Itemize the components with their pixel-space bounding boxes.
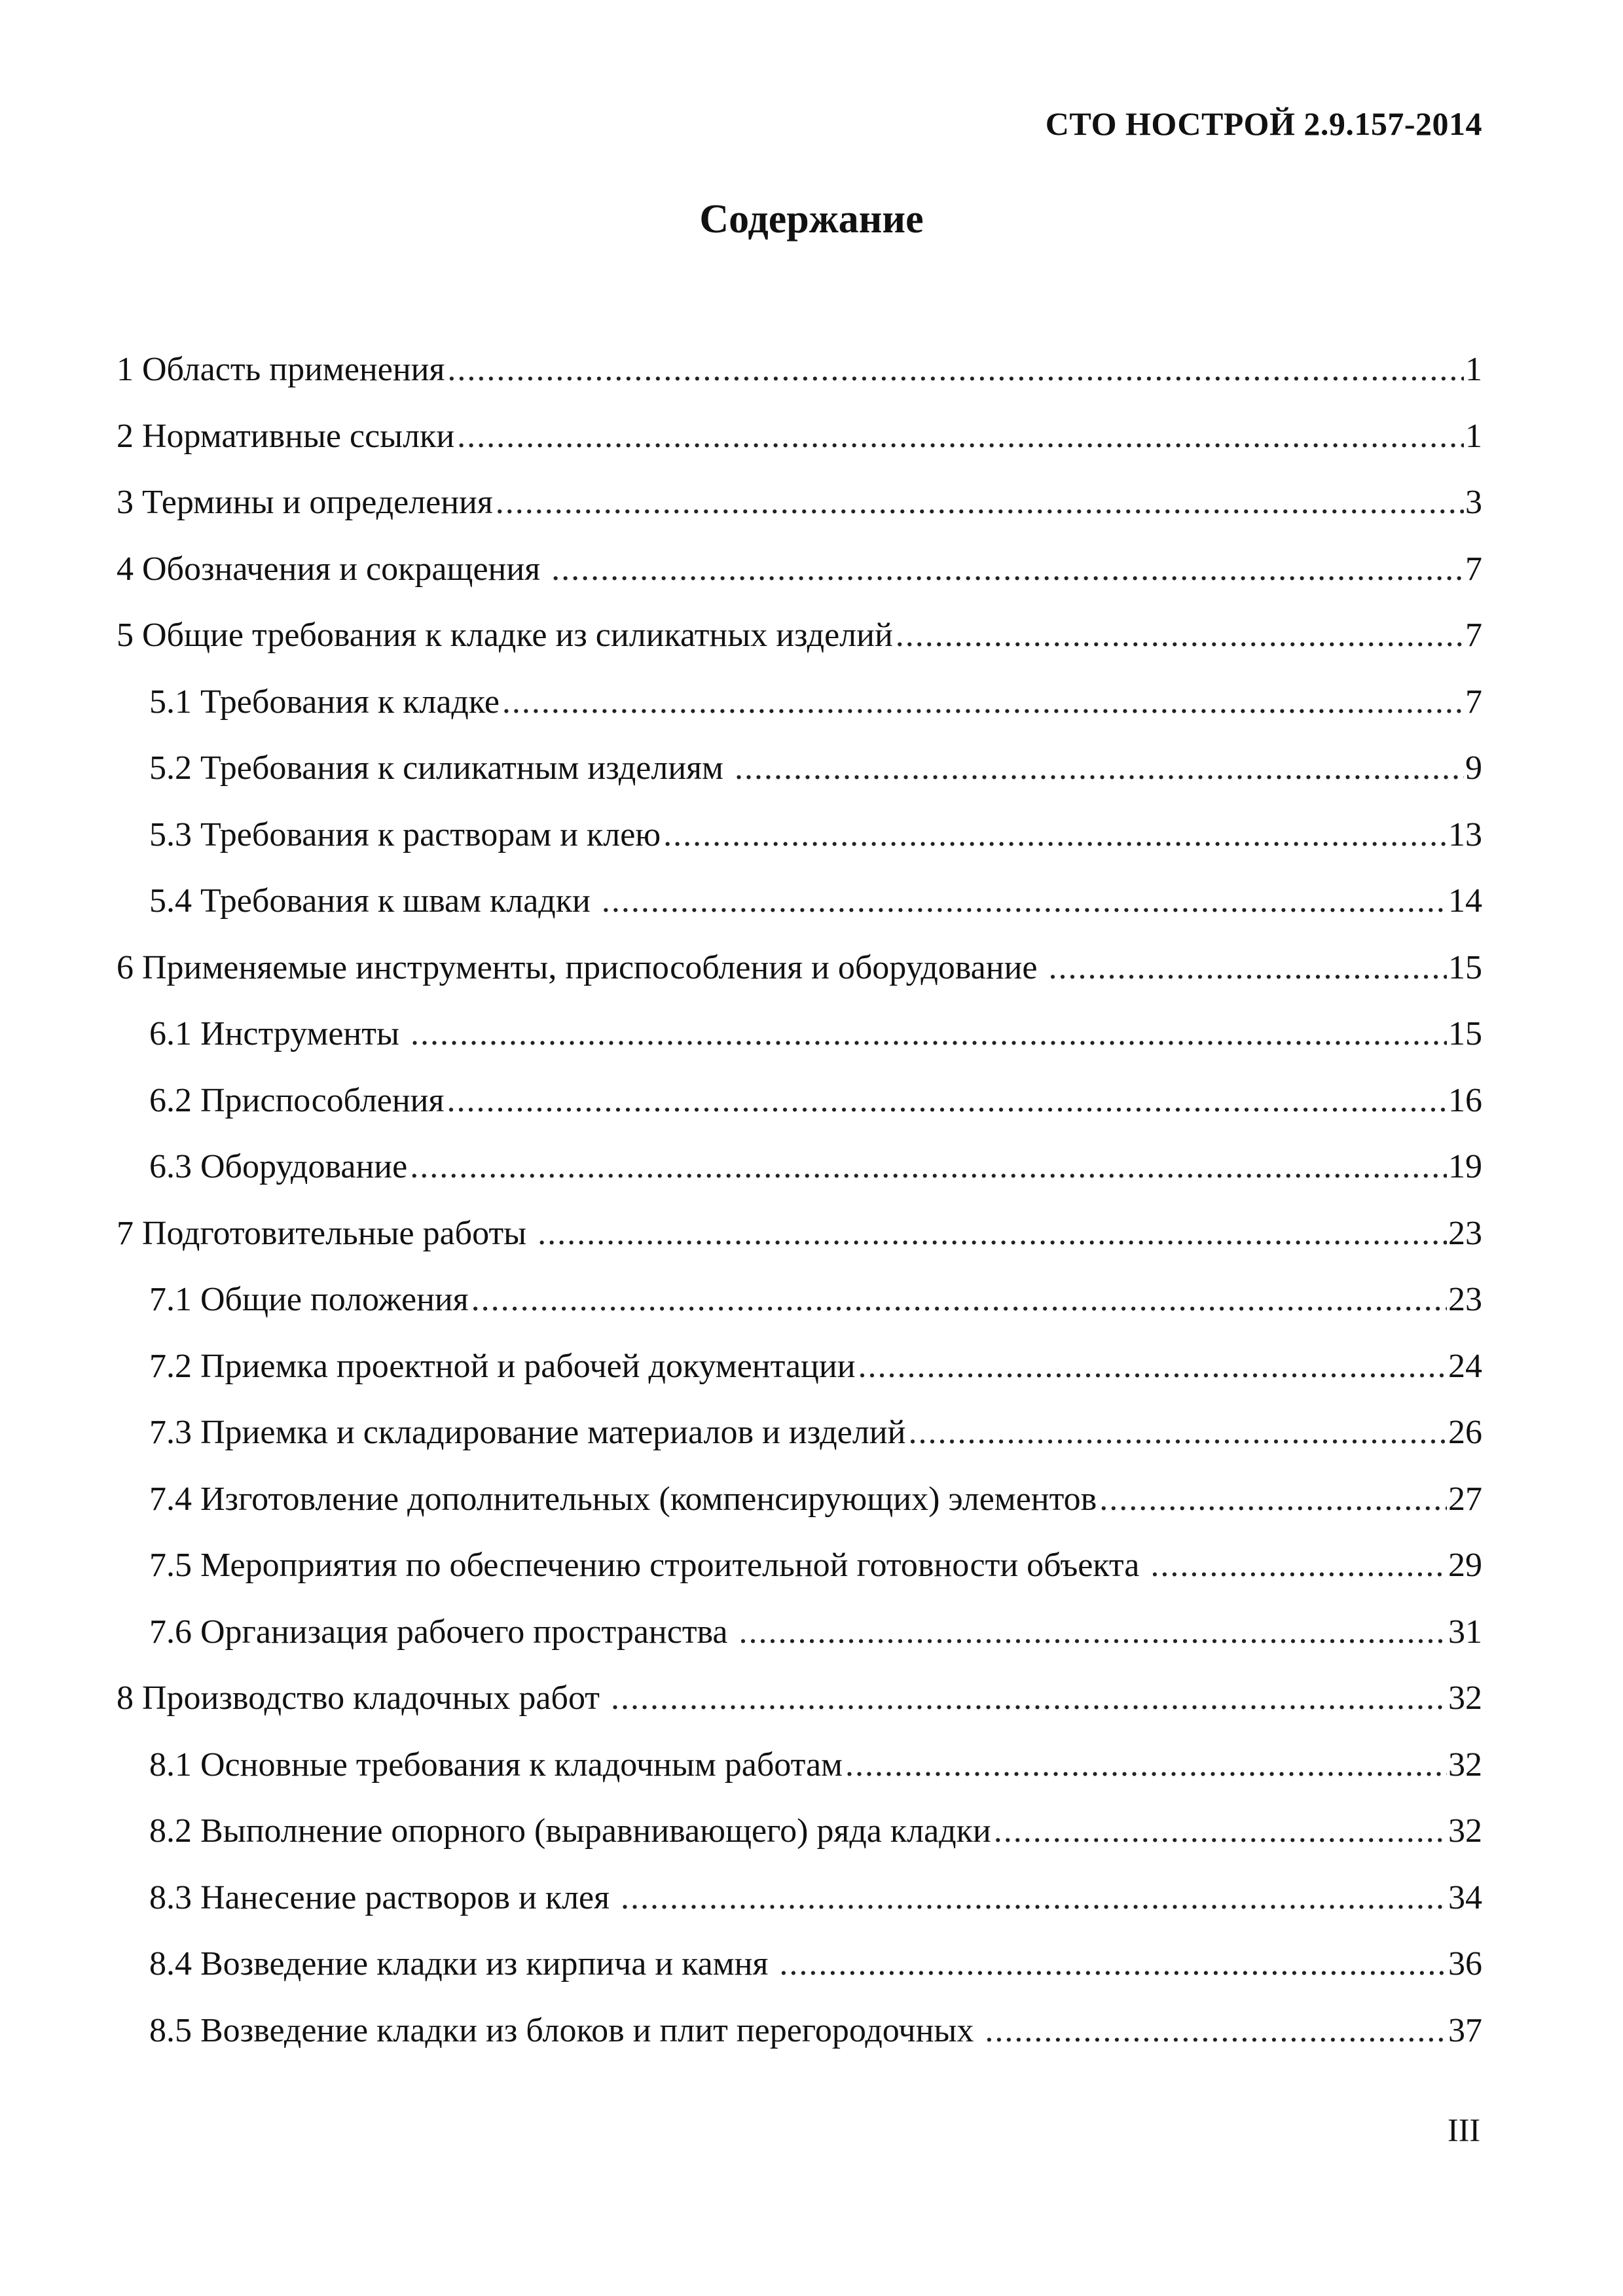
toc-entry-page: 16 (1448, 1081, 1482, 1119)
toc-entry-label: 5 Общие требования к кладке из силикатных изделий (117, 617, 893, 654)
toc-entry (117, 1147, 1482, 1214)
toc-dot-leader (447, 350, 1464, 389)
toc-entry (117, 749, 1482, 816)
toc-entry (117, 1081, 1482, 1148)
toc-title: Содержание (699, 197, 924, 242)
toc-dot-leader (410, 1014, 1447, 1053)
toc-entry-page: 27 (1448, 1480, 1482, 1518)
toc-entry-label: 7 Подготовительные работы (117, 1214, 536, 1252)
toc-dot-leader (538, 1214, 1447, 1253)
toc-entry (117, 1945, 1482, 2011)
toc-entry-page: 7 (1465, 683, 1482, 721)
toc-entry-page: 34 (1448, 1878, 1482, 1916)
toc-dot-leader (908, 1413, 1447, 1452)
toc-entry-label: 5.4 Требования к швам кладки (149, 882, 599, 920)
toc-entry-label: 7.5 Мероприятия по обеспечению строительной готовности объекта (149, 1547, 1148, 1584)
toc-dot-leader (735, 749, 1464, 787)
toc-entry (117, 1679, 1482, 1746)
toc-entry-label: 7.1 Общие положения (149, 1281, 469, 1318)
toc-entry-page: 7 (1465, 550, 1482, 588)
toc-dot-leader (410, 1147, 1447, 1186)
toc-entry-page: 26 (1448, 1414, 1482, 1451)
toc-entry-label: 3 Термины и определения (117, 484, 493, 521)
toc-entry-page: 32 (1448, 1746, 1482, 1784)
toc-entry-label: 1 Область применения (117, 351, 445, 388)
toc-entry-page: 14 (1448, 882, 1482, 920)
toc-dot-leader (496, 483, 1464, 522)
toc-dot-leader (621, 1878, 1447, 1917)
toc-entry (117, 948, 1482, 1015)
toc-entry (117, 1812, 1482, 1878)
toc-dot-leader (457, 417, 1464, 456)
toc-dot-leader (1049, 948, 1448, 987)
toc-dot-leader (858, 1347, 1447, 1386)
toc-entry-page: 13 (1448, 816, 1482, 853)
toc-entry-label: 4 Обозначения и сокращения (117, 550, 549, 588)
toc-dot-leader (985, 2011, 1447, 2050)
toc-entry-label: 8.4 Возведение кладки из кирпича и камня (149, 1945, 777, 1982)
toc-entry-label: 6.2 Приспособления (149, 1081, 445, 1119)
toc-entry-page: 32 (1448, 1679, 1482, 1717)
toc-entry-label: 8.2 Выполнение опорного (выравнивающего) ряда кладки (149, 1812, 991, 1850)
toc-entry-label: 8.5 Возведение кладки из блоков и плит перегородочных (149, 2011, 983, 2049)
toc-dot-leader (845, 1746, 1447, 1784)
toc-entry-label: 5.3 Требования к растворам и клею (149, 816, 661, 853)
toc-entry-label: 5.2 Требования к силикатным изделиям (149, 749, 732, 787)
toc-entry (117, 483, 1482, 550)
toc-entry (117, 1347, 1482, 1414)
toc-entry-page: 24 (1448, 1347, 1482, 1385)
toc-entry-label: 2 Нормативные ссылки (117, 417, 455, 455)
toc-entry (117, 1480, 1482, 1547)
toc-entry-label: 8 Производство кладочных работ (117, 1679, 608, 1717)
toc-entry-page: 15 (1448, 948, 1482, 986)
toc-entry-page: 15 (1448, 1015, 1482, 1052)
toc-dot-leader (602, 882, 1447, 920)
toc-entry-label: 7.6 Организация рабочего пространства (149, 1613, 737, 1651)
toc-dot-leader (1150, 1546, 1447, 1585)
toc-entry (117, 616, 1482, 683)
toc-entry (117, 1413, 1482, 1480)
toc-entry (117, 417, 1482, 484)
toc-dot-leader (611, 1679, 1447, 1717)
toc-entry (117, 683, 1482, 749)
toc-entry (117, 1280, 1482, 1347)
toc-entry (117, 1546, 1482, 1613)
toc-entry (117, 350, 1482, 417)
toc-entry-label: 8.3 Нанесение растворов и клея (149, 1878, 619, 1916)
toc-entry-label: 5.1 Требования к кладке (149, 683, 500, 721)
document-code: СТО НОСТРОЙ 2.9.157-2014 (1045, 105, 1482, 142)
toc-entry-page: 36 (1448, 1945, 1482, 1982)
toc-entry-label: 7.4 Изготовление дополнительных (компенсирующих) элементов (149, 1480, 1097, 1518)
toc-entry (117, 550, 1482, 617)
toc-entry (117, 882, 1482, 948)
toc-dot-leader (471, 1280, 1447, 1319)
toc-list (117, 350, 1482, 2077)
toc-entry-label: 7.3 Приемка и складирование материалов и изделий (149, 1414, 906, 1451)
toc-entry (117, 1214, 1482, 1281)
toc-entry-page: 29 (1448, 1547, 1482, 1584)
toc-entry-label: 6.1 Инструменты (149, 1015, 408, 1052)
page-number: III (1448, 2111, 1480, 2148)
toc-entry (117, 1746, 1482, 1812)
toc-entry-page: 19 (1448, 1148, 1482, 1185)
toc-entry-page: 23 (1448, 1281, 1482, 1318)
toc-dot-leader (779, 1945, 1447, 1983)
toc-dot-leader (551, 550, 1464, 588)
toc-entry (117, 2011, 1482, 2078)
toc-entry-page: 32 (1448, 1812, 1482, 1850)
toc-dot-leader (502, 683, 1464, 721)
toc-dot-leader (896, 616, 1464, 655)
toc-entry-page: 3 (1465, 484, 1482, 521)
toc-dot-leader (994, 1812, 1447, 1850)
toc-entry-label: 8.1 Основные требования к кладочным работам (149, 1746, 843, 1784)
toc-entry-page: 31 (1448, 1613, 1482, 1651)
toc-entry-page: 37 (1448, 2011, 1482, 2049)
toc-dot-leader (1099, 1480, 1447, 1518)
toc-entry-label: 6 Применяемые инструменты, приспособления и оборудование (117, 948, 1046, 986)
toc-entry-label: 6.3 Оборудование (149, 1148, 408, 1185)
toc-dot-leader (663, 816, 1447, 854)
toc-entry-page: 1 (1465, 417, 1482, 455)
toc-entry (117, 1878, 1482, 1945)
toc-entry-page: 23 (1448, 1214, 1482, 1252)
toc-entry-label: 7.2 Приемка проектной и рабочей документации (149, 1347, 856, 1385)
toc-entry-page: 7 (1465, 617, 1482, 654)
toc-entry-page: 1 (1465, 351, 1482, 388)
toc-dot-leader (447, 1081, 1447, 1120)
toc-entry (117, 1613, 1482, 1679)
toc-entry-page: 9 (1465, 749, 1482, 787)
toc-dot-leader (739, 1613, 1448, 1651)
toc-entry (117, 816, 1482, 882)
toc-entry (117, 1014, 1482, 1081)
